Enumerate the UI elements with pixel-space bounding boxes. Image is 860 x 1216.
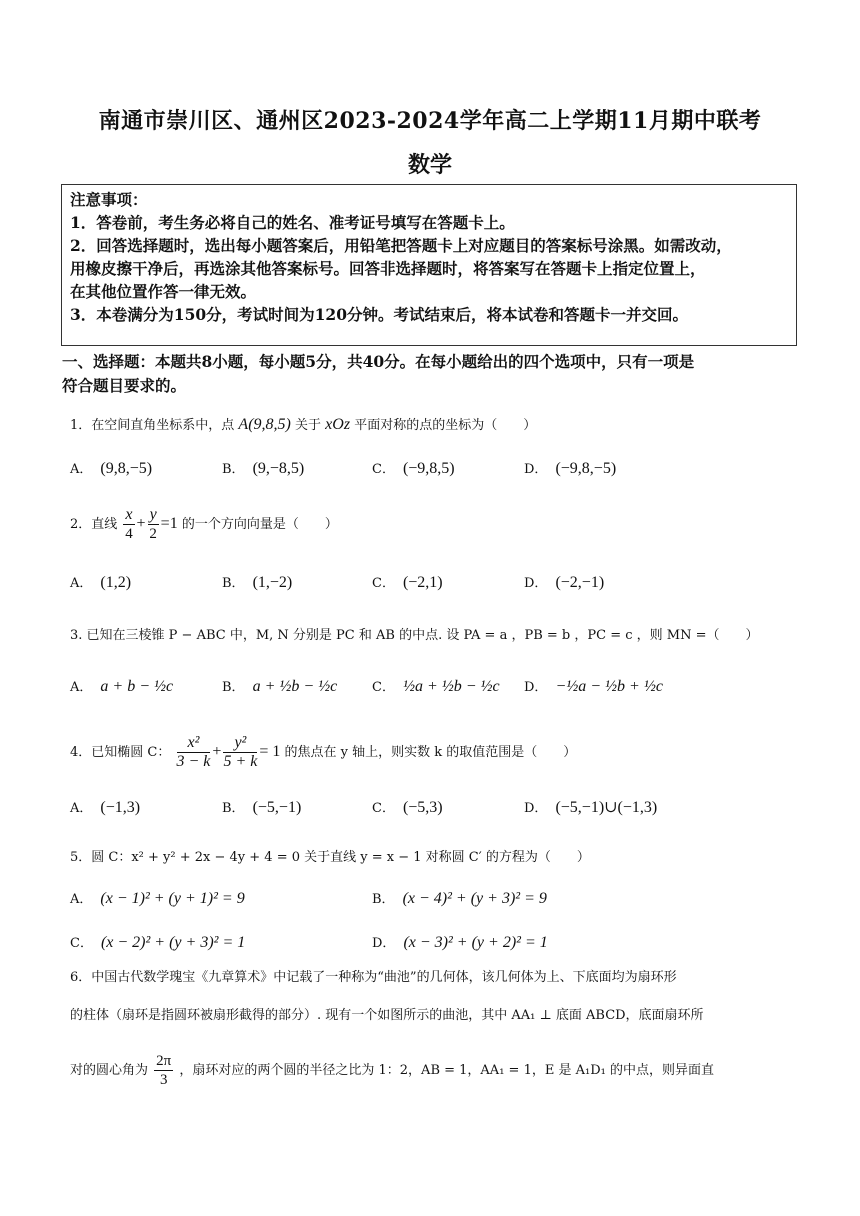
option-label: A． [70, 462, 93, 477]
option-value: (−5,−1) [252, 799, 302, 816]
option-value: (−9,8,5) [402, 460, 455, 477]
q2-suffix: 的一个方向向量是（ ） [181, 517, 338, 532]
option-value: (−1,3) [100, 799, 141, 816]
fraction-denominator: 3 [159, 1072, 168, 1088]
q2-option-b[interactable] [222, 572, 292, 592]
q2-fraction-1 [123, 506, 134, 543]
q2-plus: + [136, 515, 146, 532]
option-value: (x − 1)² + (y + 1)² = 9 [100, 890, 245, 907]
fraction-numerator: y² [223, 734, 257, 753]
option-value: (1,−2) [252, 574, 293, 591]
exam-subject: 数学 [407, 152, 452, 178]
q5-option-a[interactable] [70, 888, 245, 908]
section-heading [62, 350, 802, 398]
option-value: (−9,8,−5) [555, 460, 617, 477]
q4-prefix: 4．已知椭圆 C： [70, 745, 171, 760]
option-label: C． [372, 680, 395, 695]
q4-option-d[interactable] [524, 797, 657, 817]
option-label: B． [222, 680, 245, 695]
fraction-numerator: 2π [156, 1053, 172, 1069]
q3-option-c[interactable] [372, 676, 500, 696]
q5-option-c[interactable] [70, 932, 245, 952]
q3-option-d[interactable] [524, 676, 663, 696]
q2-option-c[interactable] [372, 572, 443, 592]
option-value: (−2,1) [402, 574, 443, 591]
question-6-line-3 [70, 1052, 790, 1089]
option-label: B． [222, 462, 245, 477]
option-label: A． [70, 576, 93, 591]
q1-plane: xOz [325, 416, 351, 433]
fraction-denominator: 3 − k [176, 753, 211, 770]
q2-prefix: 2．直线 [70, 517, 118, 532]
q2-option-a[interactable] [70, 572, 131, 592]
fraction-numerator: x [125, 506, 133, 523]
q4-eq: = 1 [259, 743, 281, 760]
fraction-denominator: 5 + k [223, 753, 258, 770]
q4-option-c[interactable] [372, 797, 443, 817]
q1-option-b[interactable] [222, 458, 304, 478]
option-value: ½a + ½b − ½c [402, 678, 500, 695]
q5-option-d[interactable] [372, 932, 548, 952]
q1-prefix: 1．在空间直角坐标系中，点 [70, 418, 235, 433]
q6-line3-prefix: 对的圆心角为 [70, 1063, 149, 1078]
option-label: C． [372, 462, 395, 477]
q3-option-a[interactable] [70, 676, 173, 696]
q2-eq: =1 [160, 515, 178, 532]
option-value: (x − 4)² + (y + 3)² = 9 [402, 890, 547, 907]
question-5: 5．圆 C：x² + y² + 2x − 4y + 4 = 0 关于直线 y = x − 1 对称圆 C′ 的方程为（ ） [70, 850, 590, 865]
notice-heading: 注意事项： [70, 190, 148, 209]
fraction-numerator: y [149, 506, 157, 523]
q1-point: A(9,8,5) [238, 416, 291, 433]
exam-title: 南通市崇川区、通州区2023-2024学年高二上学期11月期中联考 [98, 108, 762, 134]
q1-option-a[interactable] [70, 458, 152, 478]
option-value: (9,−8,5) [252, 460, 305, 477]
section-line-1: 一、选择题：本题共8小题，每小题5分，共40分。在每小题给出的四个选项中，只有一项是 [62, 352, 695, 371]
question-6-line-2: 的柱体（扇环是指圆环被扇形截得的部分）. 现有一个如图所示的曲池，其中 AA₁ ⊥ 底面 ABCD，底面扇环所 [70, 1008, 704, 1023]
option-value: (9,8,−5) [100, 460, 153, 477]
q4-fraction-1 [177, 734, 211, 771]
fraction-denominator: 4 [125, 526, 133, 542]
question-6-line-1: 6．中国古代数学瑰宝《九章算术》中记载了一种称为“曲池”的几何体，该几何体为上、下底面均为扇环形 [70, 970, 677, 985]
option-label: B． [222, 576, 245, 591]
option-label: D． [524, 680, 548, 695]
question-1 [70, 414, 536, 434]
option-value: (−5,3) [402, 799, 443, 816]
option-label: B． [222, 801, 245, 816]
q4-option-a[interactable] [70, 797, 140, 817]
option-value: (x − 2)² + (y + 3)² = 1 [100, 934, 246, 951]
option-value: (−5,−1)∪(−1,3) [555, 799, 658, 816]
option-value: a + b − ½c [100, 678, 174, 695]
q6-line3-suffix: ，扇环对应的两个圆的半径之比为 1：2，AB = 1，AA₁ = 1，E 是 A₁D₁ 的中点，则异面直 [179, 1063, 714, 1078]
question-4 [70, 734, 576, 771]
q4-option-b[interactable] [222, 797, 301, 817]
option-label: D． [524, 801, 548, 816]
notice-line-3: 用橡皮擦干净后，再选涂其他答案标号。回答非选择题时，将答案写在答题卡上指定位置上， [70, 259, 706, 278]
notice-line-5: 3．本卷满分为150分，考试时间为120分钟。考试结束后，将本试卷和答题卡一并交回。 [70, 305, 688, 324]
option-label: D． [372, 936, 396, 951]
notice-line-1: 1．答卷前，考生务必将自己的姓名、准考证号填写在答题卡上。 [70, 213, 515, 232]
question-3: 3. 已知在三棱锥 P − ABC 中，M, N 分别是 PC 和 AB 的中点. 设 PA = a ，PB = b ，PC = c ，则 MN =（ ） [70, 628, 759, 643]
option-value: (−2,−1) [555, 574, 605, 591]
section-line-2: 符合题目要求的。 [62, 376, 187, 395]
q1-option-d[interactable] [524, 458, 616, 478]
q1-option-c[interactable] [372, 458, 455, 478]
option-label: B． [372, 892, 395, 907]
option-label: D． [524, 576, 548, 591]
option-label: A． [70, 680, 93, 695]
option-label: C． [372, 801, 395, 816]
fraction-denominator: 2 [149, 526, 157, 542]
option-value: (x − 3)² + (y + 2)² = 1 [403, 934, 548, 951]
option-label: A． [70, 892, 93, 907]
q2-option-d[interactable] [524, 572, 604, 592]
notice-line-2: 2．回答选择题时，选出每小题答案后，用铅笔把答题卡上对应题目的答案标号涂黑。如需改动， [70, 236, 732, 255]
option-value: −½a − ½b + ½c [555, 678, 663, 695]
option-value: (1,2) [100, 574, 132, 591]
q1-suffix: 平面对称的点的坐标为（ ） [354, 418, 537, 433]
q4-fraction-2 [223, 734, 257, 771]
q1-mid: 关于 [295, 418, 322, 433]
notice-line-4: 在其他位置作答一律无效。 [70, 282, 257, 301]
question-2 [70, 506, 338, 543]
q3-option-b[interactable] [222, 676, 337, 696]
option-label: A． [70, 801, 93, 816]
option-label: D． [524, 462, 548, 477]
option-value: a + ½b − ½c [252, 678, 338, 695]
q4-suffix: 的焦点在 y 轴上，则实数 k 的取值范围是（ ） [284, 745, 577, 760]
q4-plus: + [212, 743, 222, 760]
q2-fraction-2 [148, 506, 159, 543]
q5-option-b[interactable] [372, 888, 547, 908]
q6-angle-fraction [154, 1052, 173, 1089]
option-label: C． [70, 936, 93, 951]
fraction-numerator: x² [177, 734, 211, 753]
option-label: C． [372, 576, 395, 591]
notice-box [61, 184, 797, 346]
